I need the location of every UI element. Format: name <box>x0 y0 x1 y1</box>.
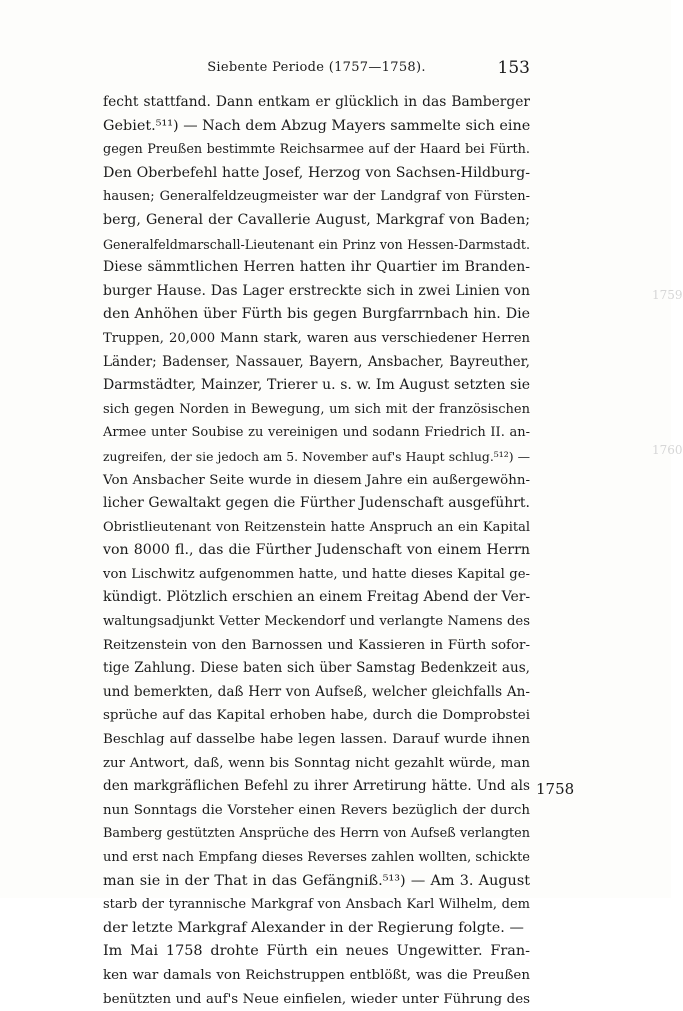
text-line: Diese sämmtlichen Herren hatten ihr Quartier im Branden- <box>103 259 530 276</box>
text-line: von 8000 fl., das die Fürther Judenschaft von einem Herrn <box>103 542 530 559</box>
bleed-through-mark: 1760 <box>652 443 683 457</box>
text-line: Länder; Badenser, Nassauer, Bayern, Ansbacher, Bayreuther, <box>103 353 530 370</box>
text-line: Von Ansbacher Seite wurde in diesem Jahre ein außergewöhn- <box>103 472 530 488</box>
text-line: Den Oberbefehl hatte Josef, Herzog von Sachsen-Hildburg- <box>103 164 530 181</box>
text-line: zugreifen, der sie jedoch am 5. November auf's Haupt schlug.⁵¹²) — <box>103 448 530 464</box>
text-line: ken war damals von Reichstruppen entblößt, was die Preußen <box>103 967 530 983</box>
text-line: sich gegen Norden in Bewegung, um sich mit der französischen <box>103 401 530 417</box>
text-line: der letzte Markgraf Alexander in der Regierung folgte. — <box>103 919 524 936</box>
running-head: Siebente Periode (1757—1758). <box>207 60 426 75</box>
text-line: starb der tyrannische Markgraf von Ansbach Karl Wilhelm, dem <box>103 897 530 913</box>
text-line: Beschlag auf dasselbe habe legen lassen. Darauf wurde ihnen <box>103 732 530 748</box>
text-line: und bemerkten, daß Herr von Aufseß, welcher gleichfalls An- <box>103 683 530 700</box>
text-line: man sie in der That in das Gefängniß.⁵¹³) — Am 3. August <box>103 872 530 889</box>
text-line: Obristlieutenant von Reitzenstein hatte Anspruch an ein Kapital <box>103 519 530 535</box>
text-line: sprüche auf das Kapital erhoben habe, durch die Domprobstei <box>103 708 530 724</box>
text-line: fecht stattfand. Dann entkam er glücklich in das Bamberger <box>103 94 530 110</box>
bleed-through-mark: 1759 <box>652 288 683 302</box>
text-line: den Anhöhen über Fürth bis gegen Burgfarrnbach hin. Die <box>103 306 530 323</box>
body-text <box>103 91 530 1011</box>
text-line: burger Hause. Das Lager erstreckte sich in zwei Linien von <box>103 282 530 299</box>
text-line: zur Antwort, daß, wenn bis Sonntag nicht gezahlt würde, man <box>103 755 530 771</box>
text-line: Reitzenstein von den Barnossen und Kassieren in Fürth sofor- <box>103 637 530 653</box>
text-line: Truppen, 20,000 Mann stark, waren aus verschiedener Herren <box>103 330 530 346</box>
text-line: und erst nach Empfang dieses Reverses zahlen wollten, schickte <box>103 850 530 865</box>
text-line: benützten und auf's Neue einfielen, wieder unter Führung des <box>103 991 530 1007</box>
text-line: waltungsadjunkt Vetter Meckendorf und verlangte Namens des <box>103 614 530 630</box>
text-line: berg, General der Cavallerie August, Markgraf von Baden; <box>103 211 530 228</box>
text-line: Darmstädter, Mainzer, Trierer u. s. w. Im August setzten sie <box>103 377 530 394</box>
text-line: Generalfeldmarschall-Lieutenant ein Prinz von Hessen-Darmstadt. <box>103 236 530 252</box>
page-number: 153 <box>497 58 530 78</box>
text-line: den markgräflichen Befehl zu ihrer Arretirung hätte. Und als <box>103 778 530 795</box>
text-line: gegen Preußen bestimmte Reichsarmee auf der Haard bei Fürth. <box>103 142 530 158</box>
text-line: hausen; Generalfeldzeugmeister war der Landgraf von Fürsten- <box>103 189 530 205</box>
text-line: tige Zahlung. Diese baten sich über Samstag Bedenkzeit aus, <box>103 660 530 677</box>
text-line: Gebiet.⁵¹¹) — Nach dem Abzug Mayers sammelte sich eine <box>103 117 531 134</box>
text-line: nun Sonntags die Vorsteher einen Revers bezüglich der durch <box>103 802 530 818</box>
margin-year-note: 1758 <box>536 780 575 798</box>
text-line: kündigt. Plötzlich erschien an einem Freitag Abend der Ver- <box>103 589 531 606</box>
text-line: Im Mai 1758 drohte Fürth ein neues Ungewitter. Fran- <box>103 943 530 960</box>
text-line: Bamberg gestützten Ansprüche des Herrn von Aufseß verlangten <box>103 826 530 842</box>
page-header <box>103 58 530 80</box>
text-line: licher Gewaltakt gegen die Fürther Judenschaft ausgeführt. <box>103 495 530 512</box>
text-line: Armee unter Soubise zu vereinigen und sodann Friedrich II. an- <box>103 425 530 441</box>
text-line: von Lischwitz aufgenommen hatte, und hatte dieses Kapital ge- <box>103 566 530 582</box>
